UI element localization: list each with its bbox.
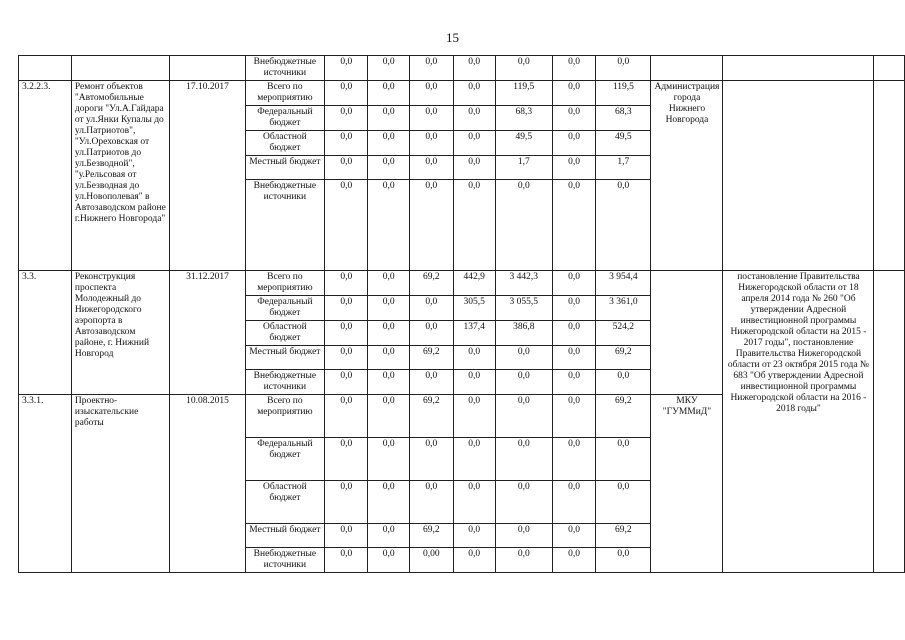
- value-cell: 0,0: [409, 106, 453, 131]
- value-cell: 0,0: [368, 296, 410, 321]
- item-name: Ремонт объектов "Автомобильные дороги "Ул.А.Гайдара от ул.Янки Купалы до ул.Патриотов", "Ул.Ореховская от ул.Патриотов до ул.Безводной", "у.Рельсовая от ул.Безводная до ул.Новополевая" в Автозаводском районе г.Нижнего Новгорода": [71, 81, 170, 271]
- value-cell: 305,5: [453, 296, 495, 321]
- table-body: [19, 56, 905, 573]
- value-cell: 0,0: [409, 56, 453, 81]
- empty-cell: [874, 81, 905, 271]
- funding-source-cell: Всего по мероприятию: [245, 395, 324, 438]
- value-cell: 0,0: [409, 481, 453, 524]
- value-cell: 0,00: [409, 548, 453, 573]
- value-cell: 0,0: [368, 481, 410, 524]
- value-cell: 0,0: [325, 548, 368, 573]
- empty-cell: [71, 56, 170, 81]
- value-cell: 0,0: [325, 81, 368, 106]
- value-cell: 0,0: [495, 56, 552, 81]
- value-cell: 69,2: [409, 395, 453, 438]
- empty-cell: [19, 56, 72, 81]
- value-cell: 0,0: [325, 180, 368, 271]
- funding-source-cell: Внебюджетные источники: [245, 180, 324, 271]
- value-cell: 69,2: [409, 524, 453, 548]
- value-cell: 0,0: [325, 106, 368, 131]
- value-cell: 442,9: [453, 271, 495, 296]
- value-cell: 0,0: [552, 346, 595, 370]
- value-cell: 0,0: [368, 438, 410, 481]
- value-cell: 0,0: [495, 346, 552, 370]
- funding-source-cell: Федеральный бюджет: [245, 106, 324, 131]
- value-cell: 0,0: [325, 395, 368, 438]
- value-cell: 0,0: [368, 548, 410, 573]
- value-cell: 0,0: [453, 548, 495, 573]
- value-cell: 0,0: [495, 524, 552, 548]
- value-cell: 0,0: [325, 481, 368, 524]
- item-executor: МКУ "ГУММиД": [651, 395, 723, 573]
- empty-cell: [723, 81, 874, 271]
- value-cell: 0,0: [453, 346, 495, 370]
- value-cell: 49,5: [495, 131, 552, 156]
- value-cell: 69,2: [409, 346, 453, 370]
- value-cell: 3 055,5: [495, 296, 552, 321]
- value-cell: 0,0: [453, 131, 495, 156]
- funding-source-cell: Местный бюджет: [245, 524, 324, 548]
- value-cell: 0,0: [368, 321, 410, 346]
- value-cell: 0,0: [453, 106, 495, 131]
- value-cell: 0,0: [552, 481, 595, 524]
- value-cell: 0,0: [552, 81, 595, 106]
- funding-source-cell: Всего по мероприятию: [245, 81, 324, 106]
- value-cell: 0,0: [325, 346, 368, 370]
- value-cell: 1,7: [596, 156, 651, 180]
- value-cell: 0,0: [596, 438, 651, 481]
- value-cell: 0,0: [552, 106, 595, 131]
- value-cell: 119,5: [495, 81, 552, 106]
- funding-source-cell: Областной бюджет: [245, 481, 324, 524]
- item-code: 3.2.2.3.: [19, 81, 72, 271]
- value-cell: 0,0: [325, 438, 368, 481]
- value-cell: 0,0: [552, 296, 595, 321]
- value-cell: 0,0: [552, 395, 595, 438]
- value-cell: 0,0: [453, 481, 495, 524]
- value-cell: 3 361,0: [596, 296, 651, 321]
- value-cell: 0,0: [409, 180, 453, 271]
- value-cell: 0,0: [368, 180, 410, 271]
- value-cell: 0,0: [596, 548, 651, 573]
- value-cell: 0,0: [368, 395, 410, 438]
- value-cell: 0,0: [409, 81, 453, 106]
- item-date: 10.08.2015: [170, 395, 245, 573]
- item-name: Реконструкция проспекта Молодежный до Нижегородского аэропорта в Автозаводском районе, г. Нижний Новгород: [71, 271, 170, 395]
- value-cell: 3 954,4: [596, 271, 651, 296]
- value-cell: 0,0: [409, 321, 453, 346]
- value-cell: 0,0: [495, 481, 552, 524]
- value-cell: 0,0: [325, 131, 368, 156]
- value-cell: 0,0: [453, 438, 495, 481]
- value-cell: 69,2: [596, 346, 651, 370]
- value-cell: 0,0: [325, 271, 368, 296]
- value-cell: 0,0: [453, 156, 495, 180]
- value-cell: 0,0: [325, 156, 368, 180]
- value-cell: 0,0: [453, 81, 495, 106]
- value-cell: 0,0: [552, 271, 595, 296]
- value-cell: 0,0: [552, 524, 595, 548]
- value-cell: 0,0: [552, 438, 595, 481]
- empty-cell: [874, 271, 905, 573]
- value-cell: 0,0: [596, 180, 651, 271]
- value-cell: 0,0: [409, 156, 453, 180]
- value-cell: 137,4: [453, 321, 495, 346]
- funding-source-cell: Внебюджетные источники: [245, 548, 324, 573]
- page-number: 15: [446, 30, 459, 45]
- value-cell: 69,2: [409, 271, 453, 296]
- value-cell: 119,5: [596, 81, 651, 106]
- value-cell: 0,0: [409, 438, 453, 481]
- value-cell: 0,0: [368, 131, 410, 156]
- table-row: [19, 271, 905, 296]
- table-row: [19, 56, 905, 81]
- empty-cell: [874, 56, 905, 81]
- value-cell: 0,0: [368, 524, 410, 548]
- value-cell: 68,3: [596, 106, 651, 131]
- value-cell: 0,0: [552, 321, 595, 346]
- table-row: [19, 81, 905, 106]
- funding-source-cell: Областной бюджет: [245, 131, 324, 156]
- value-cell: 0,0: [368, 81, 410, 106]
- value-cell: 0,0: [325, 524, 368, 548]
- value-cell: 0,0: [596, 481, 651, 524]
- value-cell: 0,0: [552, 156, 595, 180]
- value-cell: 0,0: [368, 106, 410, 131]
- item-code: 3.3.: [19, 271, 72, 395]
- value-cell: 386,8: [495, 321, 552, 346]
- funding-source-cell: Местный бюджет: [245, 346, 324, 370]
- item-executor: Администрация города Нижнего Новгорода: [651, 81, 723, 271]
- value-cell: 0,0: [596, 370, 651, 395]
- value-cell: 69,2: [596, 524, 651, 548]
- funding-source-cell: Внебюджетные источники: [245, 56, 324, 81]
- empty-cell: [651, 271, 723, 395]
- value-cell: 0,0: [368, 56, 410, 81]
- value-cell: 69,2: [596, 395, 651, 438]
- funding-source-cell: Местный бюджет: [245, 156, 324, 180]
- value-cell: 0,0: [325, 370, 368, 395]
- value-cell: 0,0: [325, 56, 368, 81]
- value-cell: 0,0: [552, 370, 595, 395]
- funding-source-cell: Областной бюджет: [245, 321, 324, 346]
- value-cell: 3 442,3: [495, 271, 552, 296]
- value-cell: 0,0: [453, 56, 495, 81]
- value-cell: 0,0: [552, 56, 595, 81]
- item-date: 17.10.2017: [170, 81, 245, 271]
- value-cell: 0,0: [368, 346, 410, 370]
- funding-source-cell: Всего по мероприятию: [245, 271, 324, 296]
- value-cell: 68,3: [495, 106, 552, 131]
- value-cell: 524,2: [596, 321, 651, 346]
- value-cell: 0,0: [325, 321, 368, 346]
- value-cell: 0,0: [453, 524, 495, 548]
- value-cell: 0,0: [453, 180, 495, 271]
- funding-source-cell: Внебюджетные источники: [245, 370, 324, 395]
- value-cell: 0,0: [453, 395, 495, 438]
- empty-cell: [723, 56, 874, 81]
- program-table: [18, 55, 905, 573]
- legal-basis: постановление Правительства Нижегородской области от 18 апреля 2014 года № 260 "Об утверждении Адресной инвестиционной программы Нижегородской области на 2015 - 2017 годы", постановление Правительства Нижегородской области от 23 октября 2015 года № 683 "Об утверждении Адресной инвестиционной программы Нижегородской области на 2016 - 2018 годы": [723, 271, 874, 573]
- value-cell: 0,0: [495, 180, 552, 271]
- value-cell: 0,0: [409, 296, 453, 321]
- value-cell: 0,0: [495, 395, 552, 438]
- value-cell: 49,5: [596, 131, 651, 156]
- value-cell: 0,0: [368, 271, 410, 296]
- item-code: 3.3.1.: [19, 395, 72, 573]
- empty-cell: [651, 56, 723, 81]
- value-cell: 0,0: [409, 131, 453, 156]
- value-cell: 0,0: [368, 156, 410, 180]
- item-date: 31.12.2017: [170, 271, 245, 395]
- value-cell: 0,0: [495, 370, 552, 395]
- value-cell: 0,0: [453, 370, 495, 395]
- item-name: Проектно-изыскательские работы: [71, 395, 170, 573]
- value-cell: 0,0: [368, 370, 410, 395]
- value-cell: 0,0: [495, 438, 552, 481]
- value-cell: 0,0: [325, 296, 368, 321]
- value-cell: 0,0: [495, 548, 552, 573]
- value-cell: 1,7: [495, 156, 552, 180]
- empty-cell: [170, 56, 245, 81]
- funding-source-cell: Федеральный бюджет: [245, 438, 324, 481]
- value-cell: 0,0: [552, 548, 595, 573]
- funding-source-cell: Федеральный бюджет: [245, 296, 324, 321]
- value-cell: 0,0: [596, 56, 651, 81]
- value-cell: 0,0: [552, 180, 595, 271]
- value-cell: 0,0: [552, 131, 595, 156]
- value-cell: 0,0: [409, 370, 453, 395]
